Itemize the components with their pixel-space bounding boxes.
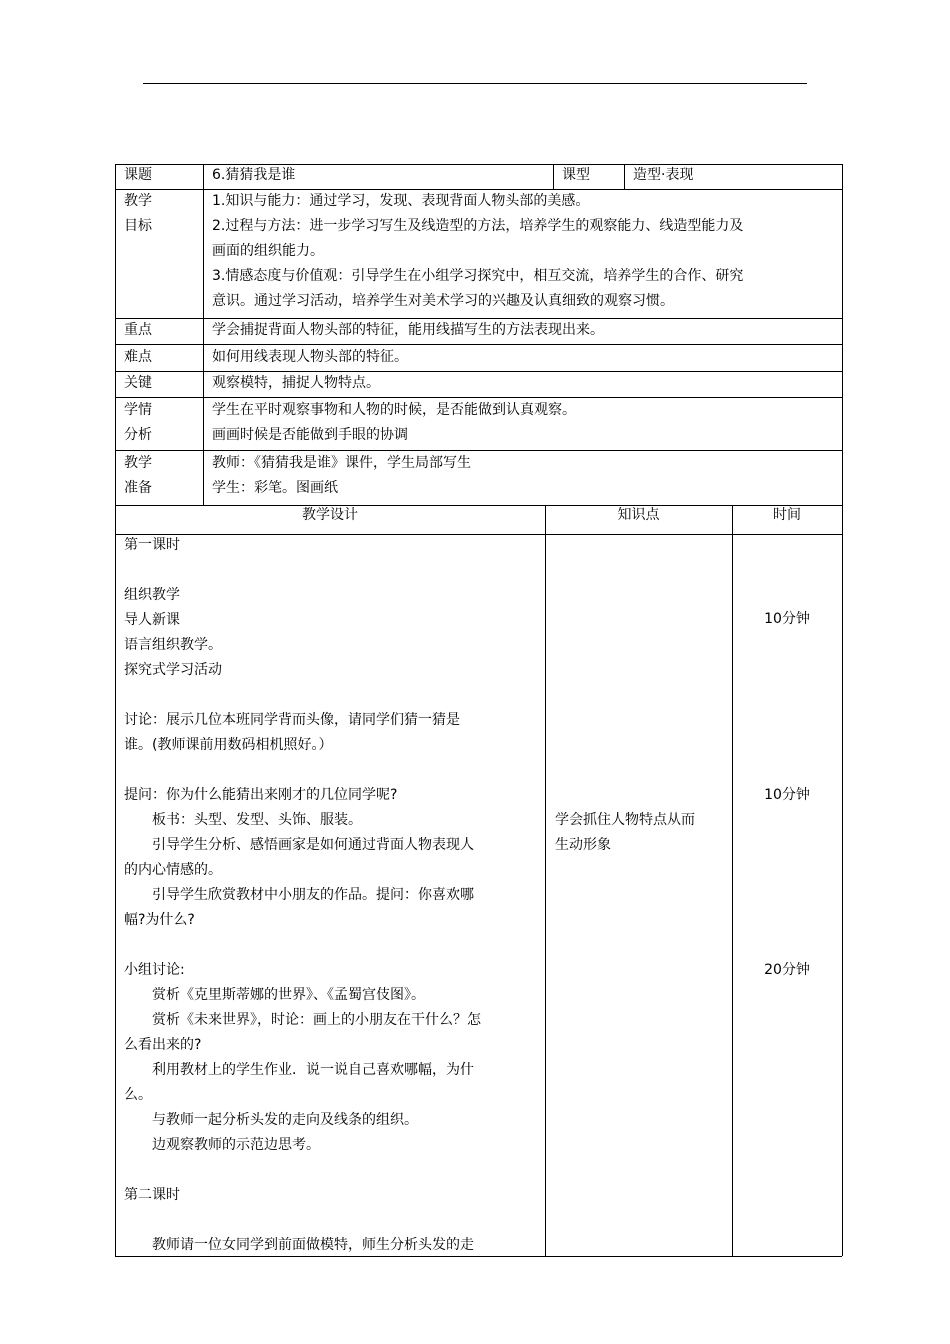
design-line: 第二课时 — [124, 1187, 180, 1203]
design-line: 么。 — [124, 1087, 152, 1103]
design-header: 教学设计 — [302, 507, 358, 523]
preparation-line: 学生：彩笔。图画纸 — [212, 480, 338, 496]
knowledge-line: 学会抓住人物特点从而 — [555, 812, 695, 828]
key-text: 观察模特，捕捉人物特点。 — [212, 375, 380, 391]
analysis-label: 学情 分析 — [124, 402, 152, 443]
objective-line: 2.过程与方法：进一步学习写生及线造型的方法，培养学生的观察能力、线造型能力及 — [212, 218, 744, 234]
design-line — [124, 683, 481, 708]
key-point-text: 学会捕捉背面人物头部的特征，能用线描写生的方法表现出来。 — [212, 322, 604, 338]
difficulty-label: 难点 — [124, 349, 152, 365]
time-value: 20分钟 — [764, 962, 810, 978]
design-line: 赏析《未来世界》，时论：画上的小朋友在干什么？怎 — [124, 1012, 481, 1028]
design-line: 赏析《克里斯蒂娜的世界》、《孟蜀宫伎图》。 — [124, 987, 425, 1003]
design-line: 引导学生欣赏教材中小朋友的作品。提问：你喜欢哪 — [124, 887, 474, 903]
lesson-label: 课题 — [124, 167, 152, 183]
type-value: 造型·表现 — [633, 167, 694, 183]
time-value: 10分钟 — [764, 611, 810, 627]
table-border — [624, 164, 625, 189]
objective-line: 意识。通过学习活动，培养学生对美术学习的兴趣及认真细致的观察习惯。 — [212, 293, 674, 309]
design-line: 幅?为什么? — [124, 912, 195, 928]
objectives-label: 教学 目标 — [124, 193, 152, 234]
table-border — [842, 164, 843, 1256]
design-line — [124, 758, 481, 783]
header-rule — [143, 83, 807, 84]
objective-line: 3.情感态度与价值观：引导学生在小组学习探究中，相互交流，培养学生的合作、研究 — [212, 268, 744, 284]
design-line: 的内心情感的。 — [124, 862, 222, 878]
design-line — [124, 933, 481, 958]
knowledge-line: 生动形象 — [555, 837, 611, 853]
design-line: 探究式学习活动 — [124, 662, 222, 678]
design-line: 谁。(教师课前用数码相机照好。） — [124, 737, 333, 753]
lesson-title: 6.猜猜我是谁 — [212, 167, 296, 183]
time-header: 时间 — [773, 507, 801, 523]
design-line: 导人新课 — [124, 612, 180, 628]
design-line — [124, 1158, 481, 1183]
design-line: 小组讨论: — [124, 962, 185, 978]
preparation-label: 教学 准备 — [124, 455, 152, 496]
design-line: 利用教材上的学生作业．说一说自己喜欢哪幅，为什 — [124, 1062, 474, 1078]
preparation-text — [212, 451, 471, 501]
design-line: 引导学生分析、感悟画家是如何通过背面人物表现人 — [124, 837, 474, 853]
design-line: 教师请一位女同学到前面做模特，师生分析头发的走 — [124, 1237, 474, 1253]
table-border — [545, 505, 546, 1256]
design-line: 讨论：展示几位本班同学背而头像，请同学们猜一猜是 — [124, 712, 460, 728]
key-point-label: 重点 — [124, 322, 152, 338]
design-line: 边观察教师的示范边思考。 — [124, 1137, 320, 1153]
analysis-line: 学生在平时观察事物和人物的时候，是否能做到认真观察。 — [212, 402, 576, 418]
analysis-line: 画画时候是否能做到手眼的协调 — [212, 427, 408, 443]
time-value: 10分钟 — [764, 787, 810, 803]
key-label: 关键 — [124, 375, 152, 391]
design-line: 与教师一起分析头发的走向及线条的组织。 — [124, 1112, 418, 1128]
objectives-text — [212, 189, 743, 314]
design-line: 语言组织教学。 — [124, 637, 222, 653]
knowledge-text — [555, 808, 695, 858]
table-border — [115, 164, 116, 1256]
design-line — [124, 558, 481, 583]
design-line: 组织教学 — [124, 587, 180, 603]
table-border — [553, 164, 554, 189]
design-line: 第一课时 — [124, 537, 180, 553]
objective-line: 1.知识与能力：通过学习，发现、表现背面人物头部的美感。 — [212, 193, 590, 209]
design-body — [124, 533, 481, 1258]
objective-line: 画面的组织能力。 — [212, 243, 324, 259]
type-label: 课型 — [562, 167, 590, 183]
design-line: 么看出来的? — [124, 1037, 202, 1053]
difficulty-text: 如何用线表现人物头部的特征。 — [212, 349, 408, 365]
analysis-text — [212, 398, 576, 448]
design-line: 提问：你为什么能猜出来刚才的几位同学呢? — [124, 787, 398, 803]
design-line: 板书：头型、发型、头饰、服装。 — [124, 812, 362, 828]
preparation-line: 教师：《猜猜我是谁》课件，学生局部写生 — [212, 455, 471, 471]
design-line — [124, 1208, 481, 1233]
knowledge-header: 知识点 — [617, 507, 660, 523]
table-border — [203, 164, 204, 505]
